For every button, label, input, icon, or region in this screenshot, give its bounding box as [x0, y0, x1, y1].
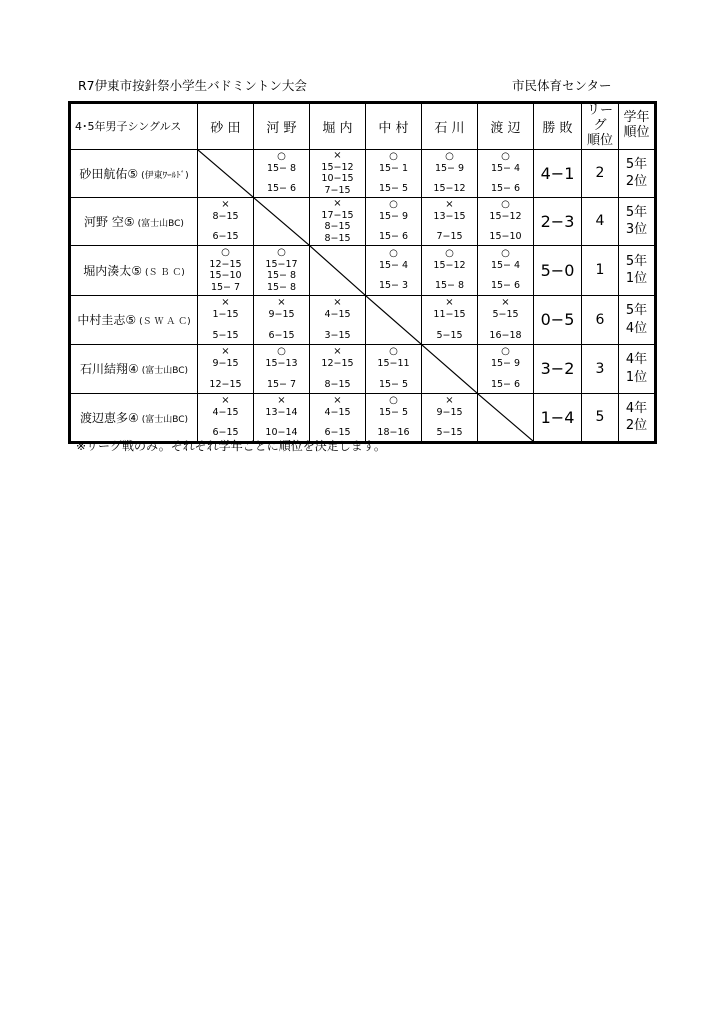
game-scores	[198, 211, 253, 243]
game-scores	[478, 309, 533, 341]
match-cell	[310, 344, 366, 393]
game-scores	[422, 211, 477, 243]
column-header-horiuchi: 堀 内	[310, 103, 366, 150]
player-name-cell	[70, 344, 198, 393]
loss-mark: ×	[333, 394, 342, 406]
game-score: 15−12	[489, 210, 522, 222]
game-scores	[366, 358, 421, 390]
game-score: 15− 9	[490, 358, 521, 370]
game-scores	[478, 163, 533, 195]
game-scores	[366, 260, 421, 292]
game-scores	[478, 260, 533, 292]
self-match-cell	[310, 245, 366, 295]
player-name-cell	[70, 197, 198, 245]
player-club: (Ｓ Ｗ Ａ Ｃ)	[139, 317, 191, 328]
win-mark: ○	[501, 346, 510, 358]
loss-mark: ×	[333, 297, 342, 309]
match-cell	[254, 393, 310, 442]
game-scores	[310, 309, 365, 341]
game-scores	[422, 309, 477, 341]
match-cell	[422, 393, 478, 442]
game-scores	[478, 358, 533, 390]
loss-mark: ×	[221, 394, 230, 406]
game-score: 13−14	[265, 406, 298, 418]
loss-mark: ×	[221, 346, 230, 358]
match-cell	[254, 149, 310, 197]
column-header-watanabe: 渡 辺	[478, 103, 534, 150]
diagonal-line	[310, 246, 365, 295]
record-header: 勝 敗	[534, 103, 582, 150]
game-scores	[422, 163, 477, 195]
league-rank: 4	[582, 197, 619, 245]
player-name: 石川結翔④	[79, 362, 139, 377]
grade-rank	[619, 245, 656, 295]
loss-mark: ×	[277, 297, 286, 309]
player-row	[70, 197, 656, 245]
game-scores	[422, 407, 477, 439]
game-score: 18−16	[377, 427, 410, 439]
game-scores	[198, 407, 253, 439]
self-match-cell	[254, 197, 310, 245]
game-score: 15− 4	[490, 259, 521, 271]
match-cell	[366, 197, 422, 245]
game-score: 15− 1	[378, 162, 409, 174]
game-score: 4−15	[212, 406, 239, 418]
game-score: 15−10	[489, 231, 522, 243]
game-score: 15− 6	[378, 231, 409, 243]
match-cell	[366, 344, 422, 393]
game-scores	[366, 163, 421, 195]
win-mark: ○	[277, 346, 286, 358]
loss-mark: ×	[277, 394, 286, 406]
grade-year: 4年	[625, 400, 648, 416]
match-cell	[198, 393, 254, 442]
match-cell	[478, 197, 534, 245]
win-mark: ○	[389, 394, 398, 406]
grade-position: 1位	[625, 369, 648, 385]
win-mark: ○	[389, 346, 398, 358]
tournament-title: R7伊東市按針祭小学生バドミントン大会	[78, 78, 307, 93]
game-score: 10−15	[321, 173, 354, 185]
player-name-cell	[70, 245, 198, 295]
game-score: 15−17	[265, 258, 298, 270]
game-score: 15− 5	[378, 378, 409, 390]
game-score: 4−15	[324, 406, 351, 418]
loss-mark: ×	[501, 297, 510, 309]
game-score: 15− 3	[378, 280, 409, 292]
game-score: 12−15	[321, 358, 354, 370]
player-club: (富士山BC)	[141, 366, 189, 377]
game-score: 15− 6	[490, 378, 521, 390]
game-score: 5−15	[492, 309, 519, 321]
game-score: 15−12	[433, 259, 466, 271]
match-cell	[198, 344, 254, 393]
game-score: 8−15	[212, 210, 239, 222]
win-mark: ○	[501, 150, 510, 162]
match-cell	[198, 197, 254, 245]
win-mark: ○	[389, 150, 398, 162]
match-cell	[198, 295, 254, 344]
win-mark: ○	[277, 246, 286, 258]
diagonal-line	[254, 198, 309, 245]
column-header-sunada: 砂 田	[198, 103, 254, 150]
player-club: (富士山BC)	[141, 414, 189, 425]
game-scores	[198, 259, 253, 293]
game-scores	[310, 358, 365, 390]
player-row	[70, 344, 656, 393]
game-scores	[310, 162, 365, 196]
game-score: 9−15	[436, 406, 463, 418]
win-mark: ○	[501, 247, 510, 259]
match-cell	[478, 344, 534, 393]
game-score: 15− 5	[378, 406, 409, 418]
match-cell	[422, 245, 478, 295]
match-cell	[310, 197, 366, 245]
win-mark: ○	[221, 246, 230, 258]
player-row	[70, 295, 656, 344]
league-rank: 1	[582, 245, 619, 295]
win-loss-record: 4−1	[534, 149, 582, 197]
grade-year: 4年	[625, 352, 648, 368]
diagonal-line	[366, 296, 421, 344]
win-loss-record: 0−5	[534, 295, 582, 344]
game-score: 15− 4	[490, 162, 521, 174]
column-header-nakamura: 中 村	[366, 103, 422, 150]
game-score: 6−15	[324, 427, 351, 439]
game-score: 5−15	[436, 427, 463, 439]
grade-rank-header	[619, 103, 656, 150]
game-scores	[254, 259, 309, 293]
grade-rank	[619, 295, 656, 344]
game-score: 15− 8	[266, 281, 297, 293]
player-row	[70, 393, 656, 442]
column-header-ishikawa: 石 川	[422, 103, 478, 150]
grade-rank-header-line2: 順位	[623, 125, 650, 141]
league-rank: 6	[582, 295, 619, 344]
grade-rank-header-line1: 学年	[623, 110, 650, 126]
player-club: (富士山BC)	[137, 218, 184, 229]
win-mark: ○	[389, 198, 398, 210]
self-match-cell	[366, 295, 422, 344]
game-scores	[254, 358, 309, 390]
header-row	[70, 103, 656, 150]
player-name: 河野 空⑤	[84, 214, 135, 229]
game-scores	[366, 407, 421, 439]
game-score: 16−18	[489, 329, 522, 341]
game-score: 6−15	[212, 231, 239, 243]
league-rank-header-line1: リーグ	[586, 103, 613, 133]
player-row	[70, 245, 656, 295]
game-score: 12−15	[209, 378, 242, 390]
win-loss-record: 5−0	[534, 245, 582, 295]
game-score: 8−15	[324, 221, 351, 233]
game-score: 15−10	[209, 270, 242, 282]
game-score: 8−15	[324, 232, 351, 244]
game-score: 15− 8	[266, 162, 297, 174]
diagonal-line	[478, 394, 533, 441]
grade-position: 1位	[625, 271, 648, 287]
grade-year: 5年	[625, 156, 648, 172]
self-match-cell	[422, 344, 478, 393]
grade-position: 2位	[625, 174, 648, 190]
diagonal-line	[422, 345, 477, 393]
game-score: 10−14	[265, 427, 298, 439]
match-cell	[366, 245, 422, 295]
grade-position: 3位	[625, 222, 648, 238]
self-match-cell	[478, 393, 534, 442]
player-name: 渡辺恵多④	[79, 410, 139, 425]
grade-rank	[619, 197, 656, 245]
game-score: 9−15	[212, 358, 239, 370]
grade-position: 2位	[625, 418, 648, 434]
game-score: 5−15	[436, 329, 463, 341]
grade-year: 5年	[625, 253, 648, 269]
game-score: 15−12	[433, 183, 466, 195]
win-loss-record: 3−2	[534, 344, 582, 393]
game-score: 7−15	[436, 231, 463, 243]
game-score: 15− 8	[434, 280, 465, 292]
win-mark: ○	[277, 150, 286, 162]
game-score: 11−15	[433, 309, 466, 321]
match-cell	[310, 295, 366, 344]
match-cell	[366, 149, 422, 197]
game-scores	[198, 358, 253, 390]
player-name-cell	[70, 393, 198, 442]
league-rank: 3	[582, 344, 619, 393]
win-mark: ○	[389, 247, 398, 259]
match-cell	[310, 393, 366, 442]
match-cell	[478, 149, 534, 197]
game-score: 15− 4	[378, 259, 409, 271]
match-cell	[198, 245, 254, 295]
match-cell	[478, 295, 534, 344]
game-scores	[198, 309, 253, 341]
win-mark: ○	[445, 247, 454, 259]
game-score: 15− 5	[378, 183, 409, 195]
game-score: 15−12	[321, 161, 354, 173]
game-score: 1−15	[212, 309, 239, 321]
game-score: 15− 8	[266, 270, 297, 282]
match-cell	[254, 344, 310, 393]
grade-year: 5年	[625, 303, 648, 319]
player-club: (Ｓ Ｂ Ｃ)	[145, 267, 185, 278]
loss-mark: ×	[221, 297, 230, 309]
league-rank-header	[582, 103, 619, 150]
league-rank: 2	[582, 149, 619, 197]
win-loss-record: 1−4	[534, 393, 582, 442]
self-match-cell	[198, 149, 254, 197]
match-cell	[254, 295, 310, 344]
game-scores	[422, 260, 477, 292]
player-row	[70, 149, 656, 197]
win-mark: ○	[501, 198, 510, 210]
game-scores	[254, 309, 309, 341]
game-score: 15− 6	[490, 280, 521, 292]
game-score: 4−15	[324, 309, 351, 321]
game-scores	[366, 211, 421, 243]
game-scores	[478, 211, 533, 243]
column-header-kawano: 河 野	[254, 103, 310, 150]
game-score: 5−15	[212, 329, 239, 341]
grade-position: 4位	[625, 320, 648, 336]
game-score: 7−15	[324, 184, 351, 196]
win-mark: ○	[445, 150, 454, 162]
loss-mark: ×	[333, 346, 342, 358]
game-scores	[254, 407, 309, 439]
loss-mark: ×	[333, 149, 342, 161]
league-rank-header-line2: 順位	[586, 132, 613, 148]
game-score: 8−15	[324, 378, 351, 390]
game-score: 15− 7	[266, 378, 297, 390]
game-scores	[254, 163, 309, 195]
player-name-cell	[70, 149, 198, 197]
game-score: 3−15	[324, 329, 351, 341]
grade-year: 5年	[625, 204, 648, 220]
player-name: 中村圭志⑤	[77, 313, 137, 328]
league-table	[68, 101, 657, 444]
venue-label: 市民体育センター	[512, 78, 612, 93]
match-cell	[478, 245, 534, 295]
match-cell	[310, 149, 366, 197]
footnote: ※リーグ戦のみ。それぞれ学年ごとに順位を決定します。	[76, 439, 386, 453]
game-score: 15− 9	[434, 162, 465, 174]
match-cell	[422, 295, 478, 344]
player-name: 砂田航佑⑤	[79, 166, 139, 181]
loss-mark: ×	[445, 198, 454, 210]
match-cell	[422, 197, 478, 245]
event-header: 4･5年男子シングルス	[70, 103, 198, 150]
loss-mark: ×	[333, 197, 342, 209]
diagonal-line	[198, 150, 253, 197]
grade-rank	[619, 344, 656, 393]
player-club: (伊東ﾜｰﾙﾄﾞ)	[141, 170, 189, 181]
player-name-cell	[70, 295, 198, 344]
player-name: 堀内湊太⑤	[83, 263, 142, 278]
win-loss-record: 2−3	[534, 197, 582, 245]
grade-rank	[619, 393, 656, 442]
match-cell	[366, 393, 422, 442]
game-score: 15− 6	[490, 183, 521, 195]
game-score: 15−13	[265, 358, 298, 370]
game-score: 13−15	[433, 210, 466, 222]
grade-rank	[619, 149, 656, 197]
loss-mark: ×	[445, 297, 454, 309]
game-score: 15− 6	[266, 183, 297, 195]
game-score: 17−15	[321, 209, 354, 221]
loss-mark: ×	[445, 394, 454, 406]
league-rank: 5	[582, 393, 619, 442]
game-score: 15− 9	[378, 210, 409, 222]
game-score: 15− 7	[210, 281, 241, 293]
loss-mark: ×	[221, 198, 230, 210]
match-cell	[422, 149, 478, 197]
game-scores	[310, 407, 365, 439]
game-score: 6−15	[212, 427, 239, 439]
game-score: 6−15	[268, 329, 295, 341]
game-score: 9−15	[268, 309, 295, 321]
game-score: 12−15	[209, 258, 242, 270]
match-cell	[254, 245, 310, 295]
game-score: 15−11	[377, 358, 410, 370]
game-scores	[310, 210, 365, 244]
